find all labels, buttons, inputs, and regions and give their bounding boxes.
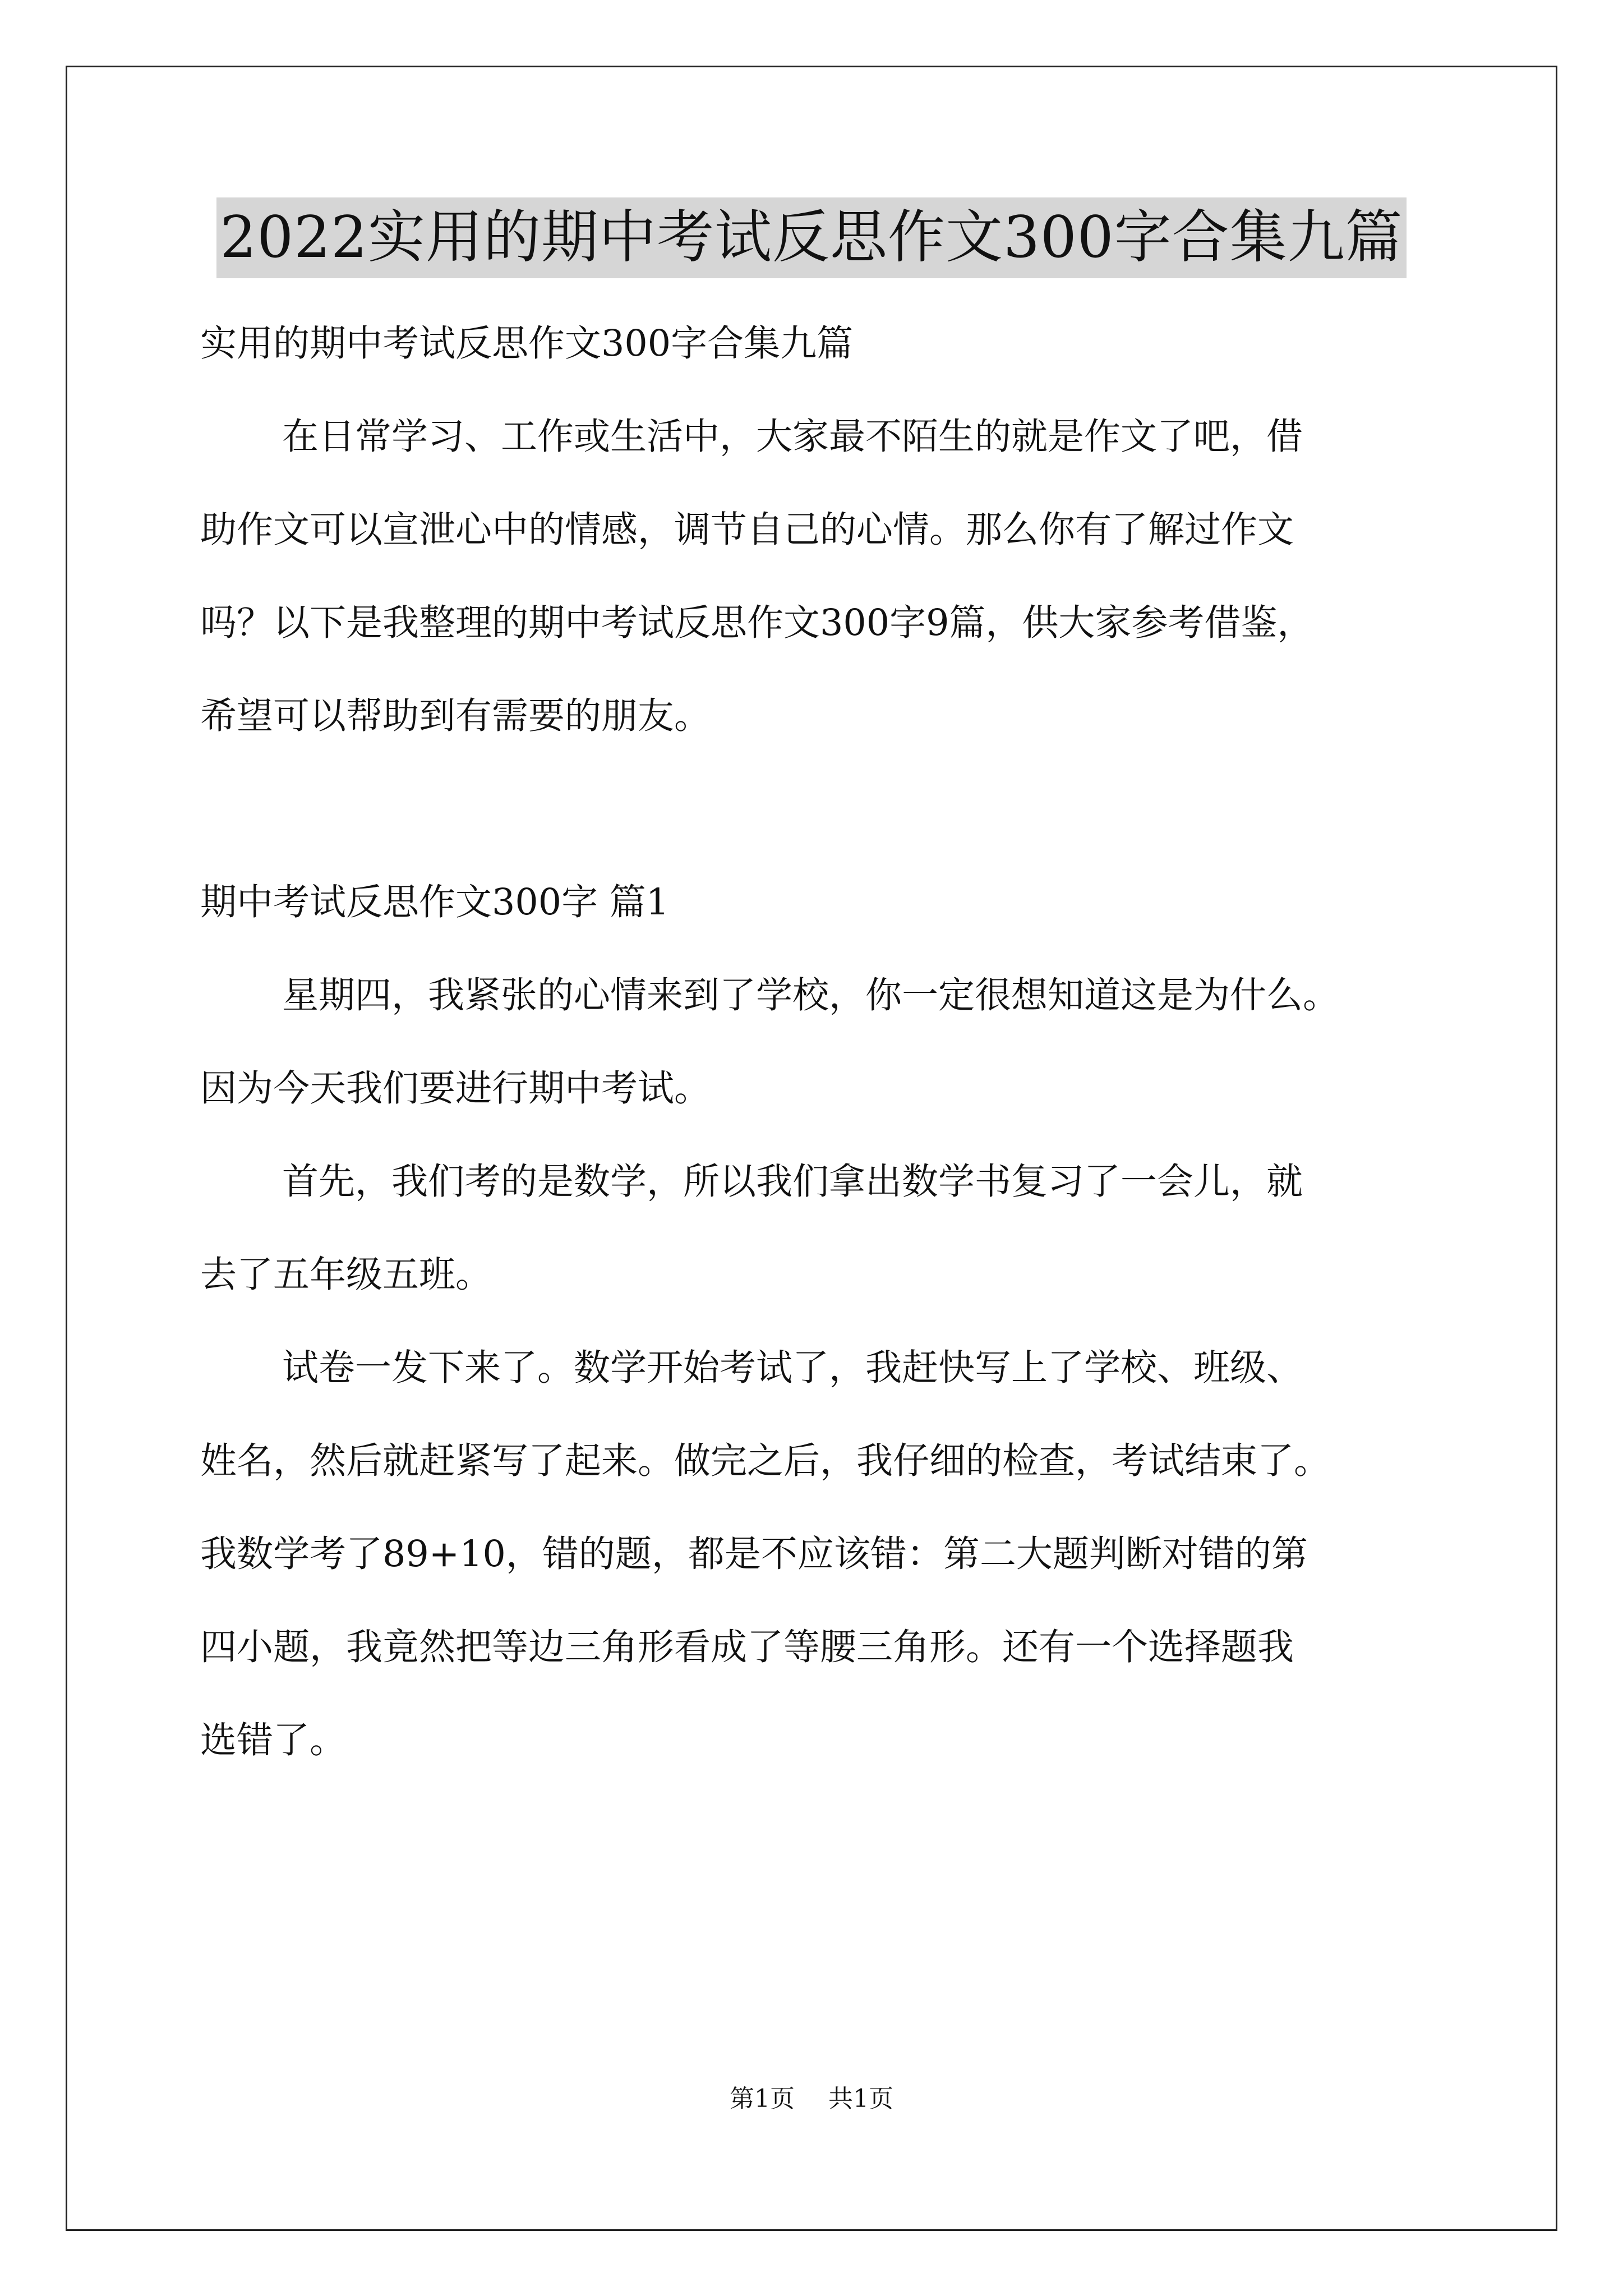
paragraph-line: 因为今天我们要进行期中考试。 bbox=[200, 1068, 711, 1110]
paragraph-line: 试卷一发下来了。数学开始考试了，我赶快写上了学校、班级、 bbox=[282, 1347, 1303, 1389]
intro-line: 在日常学习、工作或生活中，大家最不陌生的就是作文了吧，借 bbox=[282, 416, 1303, 458]
document-title: 2022实用的期中考试反思作文300字合集九篇 bbox=[216, 197, 1406, 278]
document-body bbox=[200, 297, 1462, 1787]
paragraph-line: 去了五年级五班。 bbox=[200, 1254, 492, 1296]
body-paragraph-1 bbox=[200, 949, 1462, 1135]
paragraph-line: 我数学考了89+10，错的题，都是不应该错：第二大题判断对错的第 bbox=[200, 1533, 1308, 1575]
paragraph-line: 首先，我们考的是数学，所以我们拿出数学书复习了一会儿，就 bbox=[282, 1161, 1303, 1203]
section-heading: 期中考试反思作文300字 篇1 bbox=[200, 881, 670, 923]
paragraph-line: 姓名，然后就赶紧写了起来。做完之后，我仔细的检查，考试结束了。 bbox=[200, 1440, 1331, 1482]
paragraph-line: 四小题，我竟然把等边三角形看成了等腰三角形。还有一个选择题我 bbox=[200, 1626, 1294, 1668]
intro-line: 助作文可以宣泄心中的情感，调节自己的心情。那么你有了解过作文 bbox=[200, 509, 1294, 551]
page-footer bbox=[0, 2082, 1623, 2116]
paragraph-gap bbox=[200, 763, 1462, 856]
paragraph-line: 星期四，我紧张的心情来到了学校，你一定很想知道这是为什么。 bbox=[282, 974, 1340, 1016]
document-subtitle: 实用的期中考试反思作文300字合集九篇 bbox=[200, 323, 854, 365]
intro-paragraph bbox=[200, 390, 1462, 763]
intro-line: 吗？以下是我整理的期中考试反思作文300字9篇，供大家参考借鉴， bbox=[200, 602, 1314, 644]
title-container bbox=[0, 197, 1623, 278]
paragraph-line: 选错了。 bbox=[200, 1719, 347, 1761]
page-number-total: 共1页 bbox=[828, 2085, 893, 2113]
intro-line: 希望可以帮助到有需要的朋友。 bbox=[200, 695, 711, 737]
page-number-current: 第1页 bbox=[730, 2085, 795, 2113]
body-paragraph-3 bbox=[200, 1322, 1462, 1787]
body-paragraph-2 bbox=[200, 1135, 1462, 1322]
